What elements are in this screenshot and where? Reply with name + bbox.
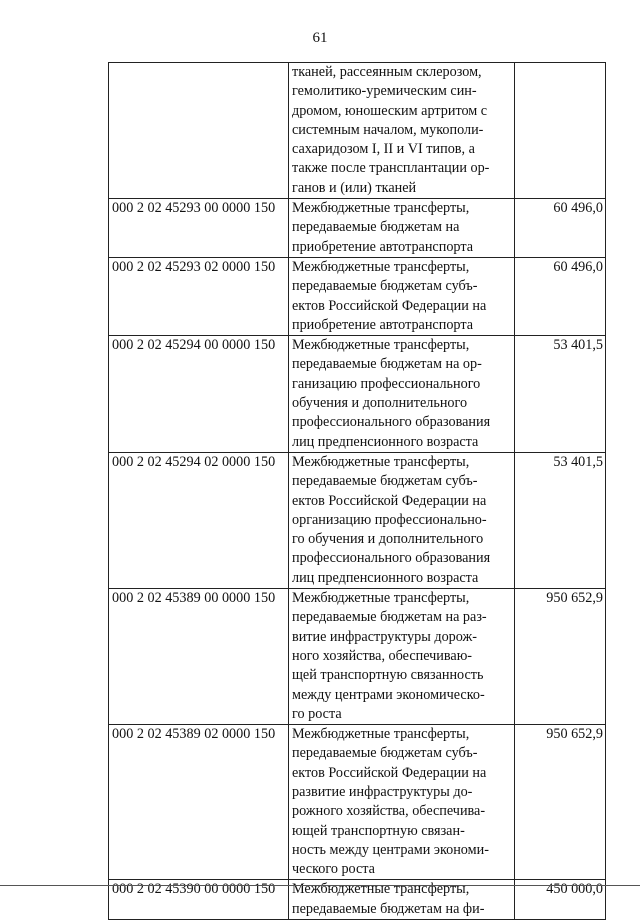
description-line: развитие инфраструктуры до- [292, 783, 473, 800]
description-line: между центрами экономическо- [292, 686, 485, 703]
amount-cell: 53 401,5 [515, 452, 606, 588]
budget-code-cell: 000 2 02 45294 00 0000 150 [109, 336, 289, 453]
table-body [109, 63, 606, 920]
budget-code-cell: 000 2 02 45389 02 0000 150 [109, 725, 289, 880]
description-cell [289, 63, 515, 199]
description-line: передаваемые бюджетам субъ- [292, 745, 478, 762]
description-cell [289, 257, 515, 335]
description-line: передаваемые бюджетам на раз- [292, 609, 487, 626]
description-cell [289, 199, 515, 258]
amount-cell: 950 652,9 [515, 589, 606, 725]
description-line: сахаридозом I, II и VI типов, а [292, 141, 475, 158]
description-line: тканей, рассеянным склерозом, [292, 64, 482, 80]
description-line: Межбюджетные трансферты, [292, 337, 470, 354]
description-line: системным началом, мукополи- [292, 121, 484, 138]
description-line: ектов Российской Федерации на [292, 492, 487, 509]
table-row [109, 336, 606, 453]
budget-code-cell [109, 63, 289, 199]
description-line: передаваемые бюджетам на [292, 219, 460, 236]
table-row [109, 725, 606, 880]
amount-cell: 60 496,0 [515, 199, 606, 258]
amount-cell: 950 652,9 [515, 725, 606, 880]
budget-code-cell: 000 2 02 45390 00 0000 150 [109, 880, 289, 920]
description-line: профессионального образования [292, 414, 491, 431]
table-row [109, 452, 606, 588]
description-line: ектов Российской Федерации на [292, 764, 487, 781]
description-line: также после трансплантации ор- [292, 160, 490, 177]
description-line: дромом, юношеским артритом с [292, 102, 488, 119]
description-line: ектов Российской Федерации на [292, 297, 487, 314]
table-row [109, 199, 606, 258]
amount-cell: 60 496,0 [515, 257, 606, 335]
description-line: го роста [292, 705, 342, 722]
budget-code-cell: 000 2 02 45294 02 0000 150 [109, 452, 289, 588]
description-line: ганов и (или) тканей [292, 179, 417, 196]
budget-table [108, 62, 606, 920]
budget-code-cell: 000 2 02 45293 00 0000 150 [109, 199, 289, 258]
description-line: го обучения и дополнительного [292, 531, 484, 548]
footer-rule [0, 885, 640, 886]
description-line: профессионального образования [292, 550, 491, 567]
description-line: ческого роста [292, 861, 375, 878]
description-line: Межбюджетные трансферты, [292, 258, 470, 275]
description-line: организацию профессионально- [292, 511, 487, 528]
description-line: обучения и дополнительного [292, 395, 468, 412]
table-row [109, 589, 606, 725]
budget-code-cell: 000 2 02 45389 00 0000 150 [109, 589, 289, 725]
description-line: передаваемые бюджетам субъ- [292, 278, 478, 295]
description-line: Межбюджетные трансферты, [292, 453, 470, 470]
table-row [109, 257, 606, 335]
description-line: приобретение автотранспорта [292, 316, 473, 333]
amount-cell [515, 63, 606, 199]
description-line: ганизацию профессионального [292, 375, 481, 392]
description-line: передаваемые бюджетам субъ- [292, 473, 478, 490]
description-line: лиц предпенсионного возраста [292, 433, 479, 450]
description-cell [289, 589, 515, 725]
table-row [109, 63, 606, 199]
description-line: передаваемые бюджетам на фи- [292, 900, 485, 917]
description-line: ющей транспортную связан- [292, 822, 465, 839]
description-line: щей транспортную связанность [292, 667, 484, 684]
description-line: витие инфраструктуры дорож- [292, 628, 478, 645]
description-line: ность между центрами экономи- [292, 841, 489, 858]
description-line: Межбюджетные трансферты, [292, 726, 470, 743]
description-line: приобретение автотранспорта [292, 238, 473, 255]
description-line: гемолитико-уремическим син- [292, 83, 477, 100]
description-cell [289, 336, 515, 453]
budget-code-cell: 000 2 02 45293 02 0000 150 [109, 257, 289, 335]
description-line: Межбюджетные трансферты, [292, 200, 470, 217]
description-line: лиц предпенсионного возраста [292, 569, 479, 586]
description-line: передаваемые бюджетам на ор- [292, 356, 482, 373]
description-cell [289, 452, 515, 588]
description-line: Межбюджетные трансферты, [292, 881, 470, 898]
amount-cell: 450 000,0 [515, 880, 606, 920]
description-line: рожного хозяйства, обеспечива- [292, 803, 486, 820]
page-number: 61 [312, 30, 328, 46]
amount-cell: 53 401,5 [515, 336, 606, 453]
description-line: Межбюджетные трансферты, [292, 590, 470, 607]
description-cell [289, 725, 515, 880]
description-line: ного хозяйства, обеспечиваю- [292, 647, 473, 664]
